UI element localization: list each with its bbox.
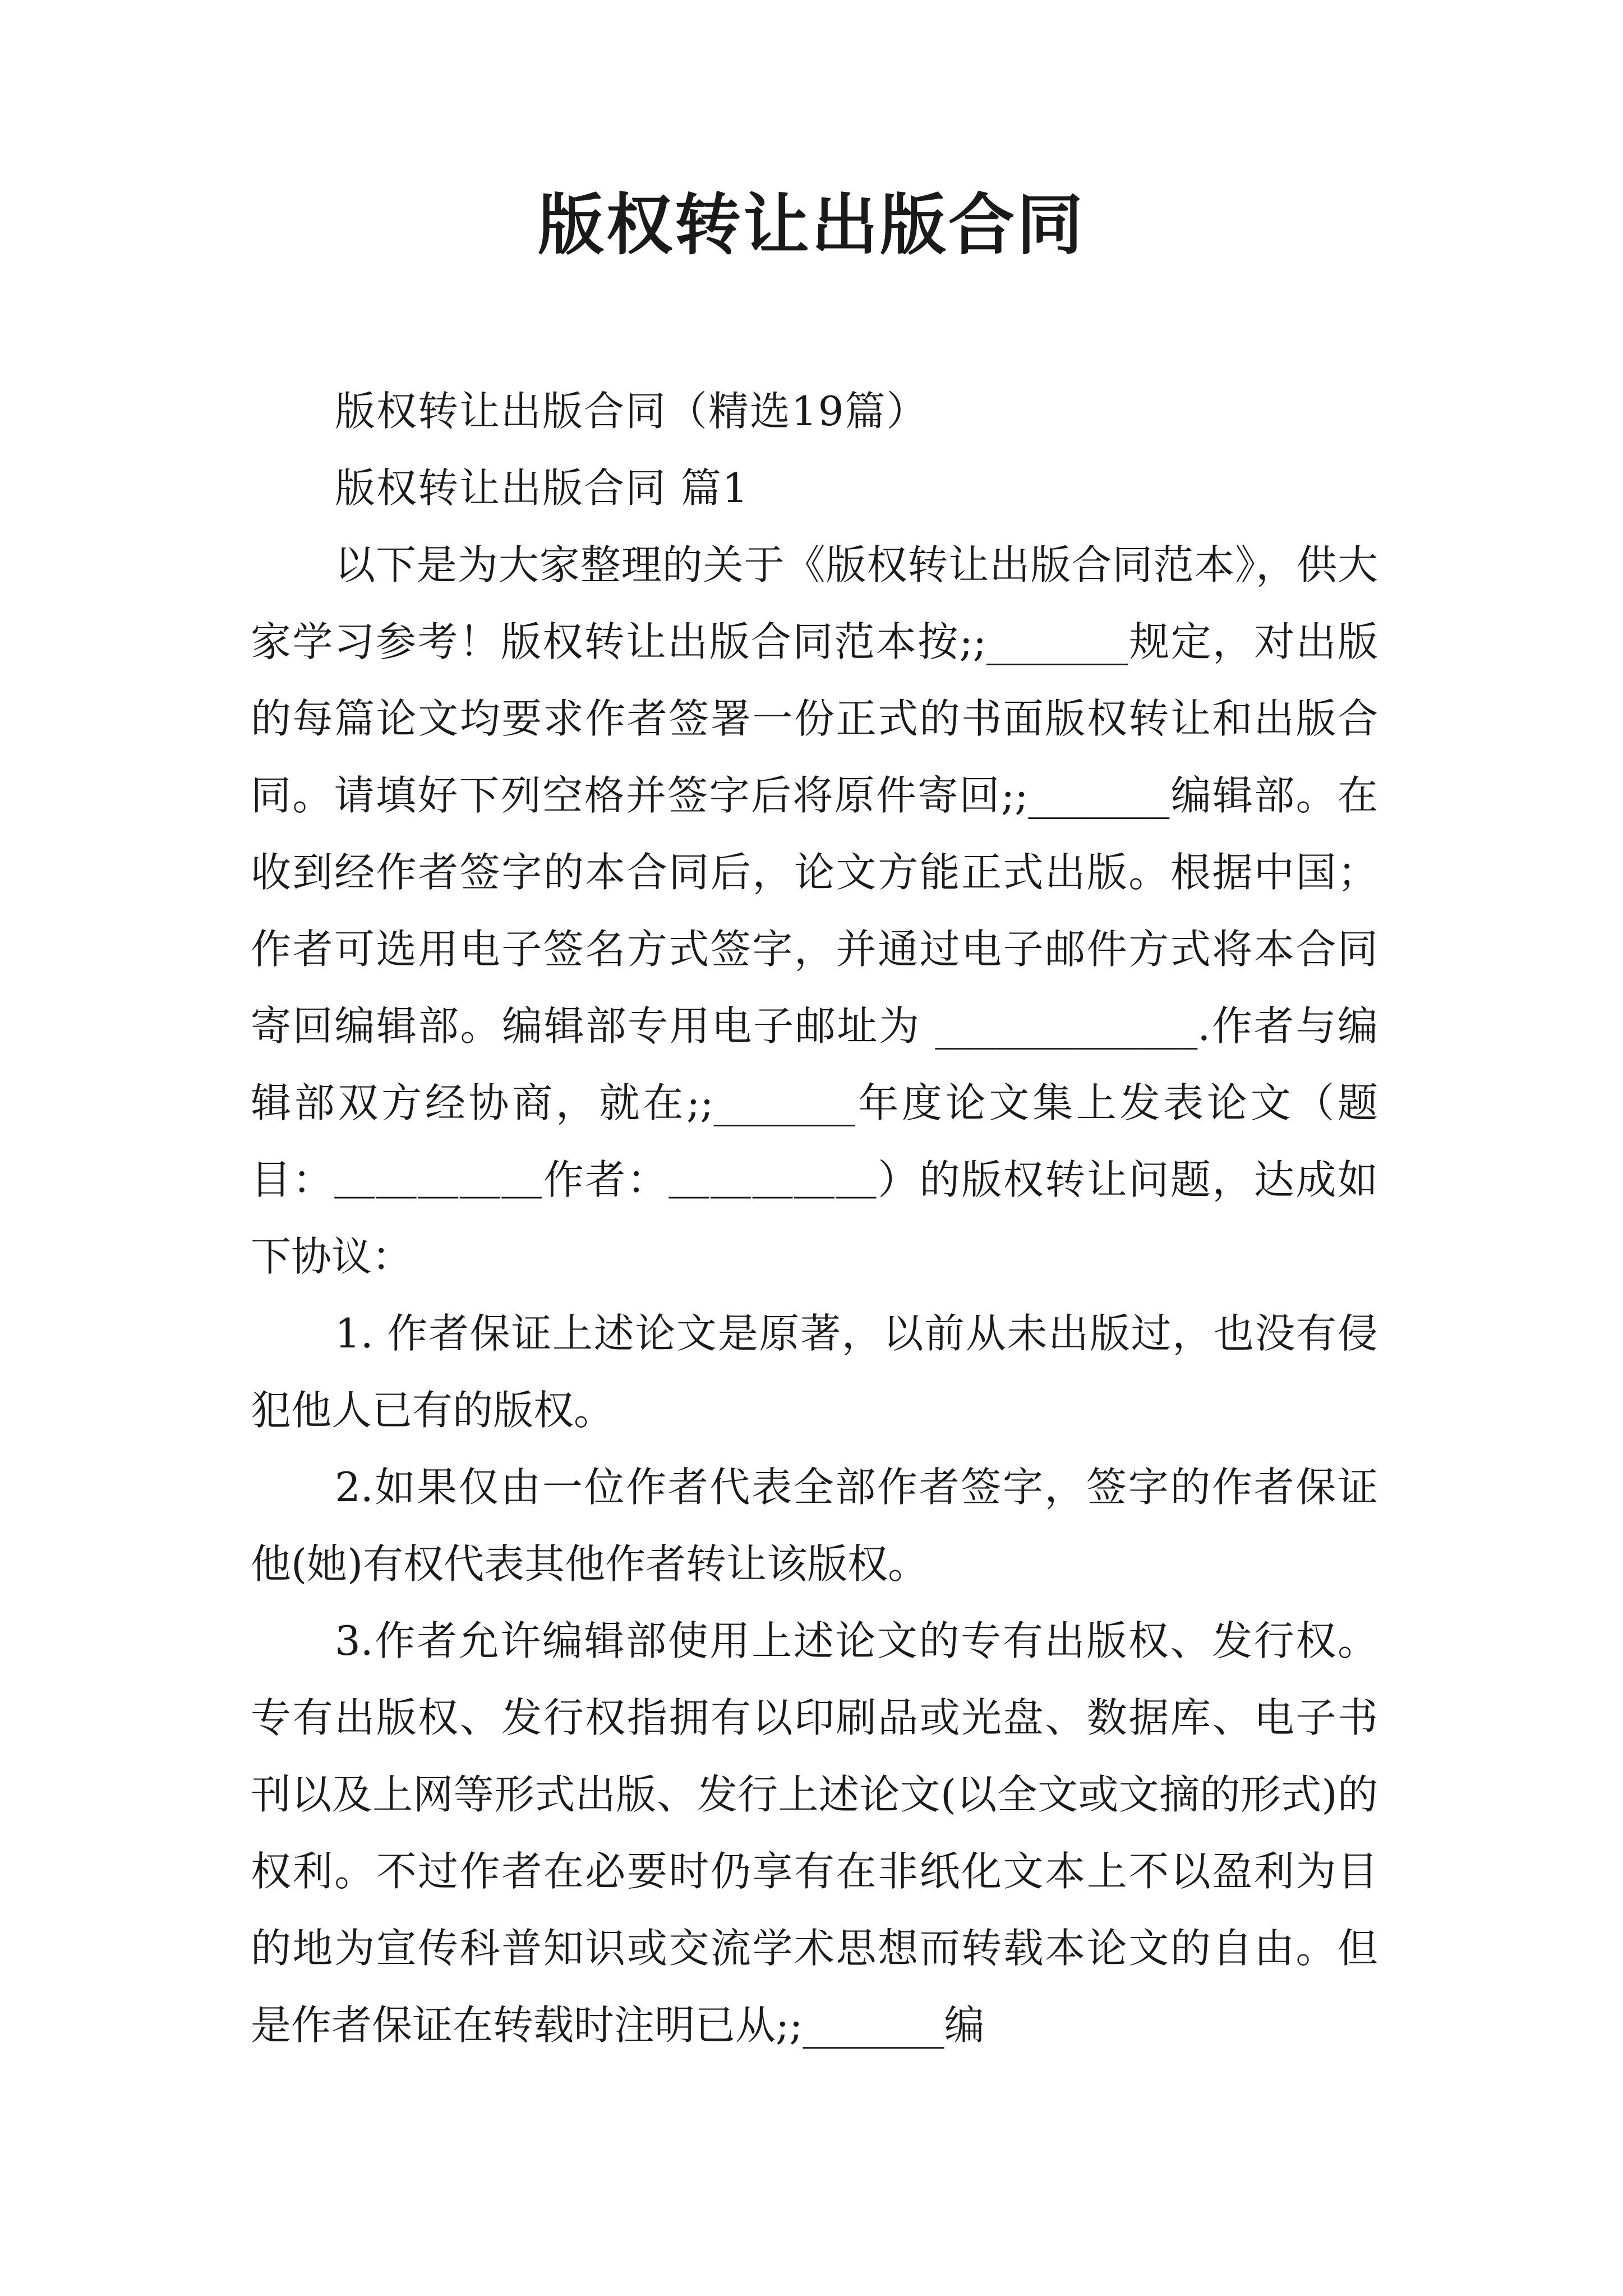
- document-body: [251, 373, 1378, 2064]
- paragraph-intro: 以下是为大家整理的关于《版权转让出版合同范本》，供大家学习参考！版权转让出版合同范本按;;_______规定，对出版的每篇论文均要求作者签署一份正式的书面版权转让和出版合同。请填好下列空格并签字后将原件寄回;;_______编辑部。在收到经作者签字的本合同后，论文方能正式出版。根据中国；作者可选用电子签名方式签字，并通过电子邮件方式将本合同寄回编辑部。编辑部专用电子邮址为 _____________.作者与编辑部双方经协商，就在;;_______年度论文集上发表论文（题目：＿＿＿＿＿作者：＿＿＿＿＿）的版权转让问题，达成如下协议：: [251, 541, 1378, 1280]
- section-heading: 版权转让出版合同 篇1: [335, 464, 749, 512]
- document-title: 版权转让出版合同: [537, 186, 1085, 264]
- paragraph-clause-1: 1. 作者保证上述论文是原著，以前从未出版过，也没有侵犯他人已有的版权。: [251, 1310, 1378, 1434]
- document-subtitle: 版权转让出版合同（精选19篇）: [335, 388, 928, 435]
- paragraph-clause-2: 2.如果仅由一位作者代表全部作者签字，签字的作者保证他(她)有权代表其他作者转让该版权。: [251, 1464, 1378, 1588]
- paragraph-clause-3: 3.作者允许编辑部使用上述论文的专有出版权、发行权。专有出版权、发行权指拥有以印刷品或光盘、数据库、电子书刊以及上网等形式出版、发行上述论文(以全文或文摘的形式)的权利。不过作者在必要时仍享有在非纸化文本上不以盈利为目的地为宣传科普知识或交流学术思想而转载本论文的自由。但是作者保证在转载时注明已从;;_______编: [251, 1617, 1378, 2049]
